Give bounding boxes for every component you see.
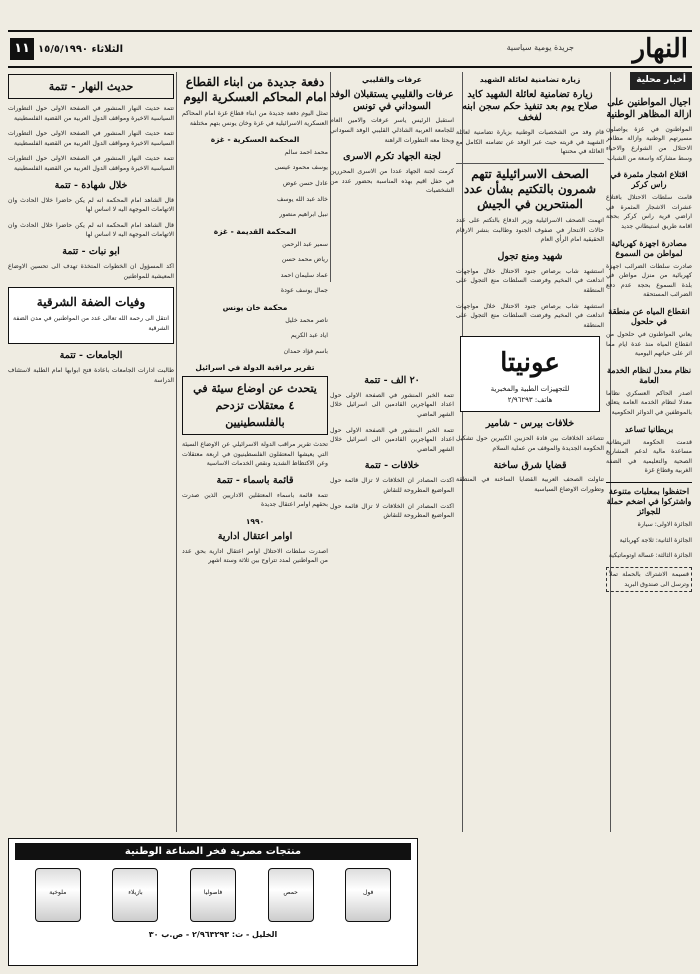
court-name: محمد احمد سالم: [284, 148, 328, 156]
headline: انقطاع المياه عن منطقة في حلحول: [608, 306, 690, 326]
column-courts: [182, 72, 328, 832]
kicker: تقرير مراقبة الدولة في اسرائيل: [195, 363, 315, 373]
ad-subtitle: للتجهيزات الطبية والمخبرية: [490, 384, 570, 393]
headline: نظام معدل لنظام الخدمة العامة: [606, 364, 692, 385]
headline: خلال شهادة - تتمة: [54, 179, 128, 191]
headline: شهيد ومنع تجول: [497, 250, 563, 262]
headline: اقتلاع اشجار مثمرة في راس كركر: [610, 169, 688, 190]
article-text: قال الشاهد امام المحكمة انه لم يكن حاضرا خلال الحادث وان الاتهامات الموجهة اليه لا اساس لها: [8, 196, 174, 214]
ad-footer: الخليل - ت: ٢/٩٦٣٢٩٣ - ص.ب ٣٠: [148, 930, 278, 939]
headline: قائمة باسماء - تتمة: [216, 475, 294, 486]
divider: [456, 163, 604, 164]
court-title: المحكمة العسكرية - غزة: [210, 135, 300, 145]
boxed-headline: يتحدث عن اوضاع سيئة في ٤ معتقلات تزدحم بالفلسطينيين: [182, 376, 328, 435]
article-text: تتمة حديث النهار المنشور في الصفحة الاولى حول التطورات السياسية الاخيرة ومواقف الدول العربية من القضية الفلسطينية: [8, 130, 174, 147]
article-text: اكدت المصادر ان الخلافات لا تزال قائمة حول المواضيع المطروحة للنقاش: [330, 477, 454, 494]
court-name: عادل حسن عوض: [282, 180, 328, 188]
article-text: اصدر الحاكم العسكري نظاما معدلا لنظام الخدمة العامة يتعلق بالموظفين في الدوائر الحكومية: [606, 389, 692, 417]
article-text: اتهمت الصحف الاسرائيلية وزير الدفاع بالتكتم على عدد حالات الانتحار في صفوف الجنود وطالبت بنشر الارقام الحقيقية امام الرأي العام: [456, 217, 604, 244]
article-text: تتمة الخبر المنشور في الصفحة الاولى حول اعداد المهاجرين القادمين الى اسرائيل خلال الشهر الماضي: [330, 391, 454, 418]
article-text: اصدرت سلطات الاحتلال اوامر اعتقال ادارية بحق عدد من المواطنين لمدد تتراوح بين ثلاثة وستة اشهر: [182, 547, 328, 565]
article-text: قام وفد من الشخصيات الوطنية بزيارة تضامنية لعائلة الشهيد في قريته حيث عبر الوفد عن تضامنه الكامل مع العائلة في محنتها: [456, 129, 604, 156]
bottom-advertisement: [8, 838, 418, 966]
article-text: تحدث تقرير مراقب الدولة الاسرائيلي عن الاوضاع السيئة التي يعيشها المعتقلون الفلسطينيون في اربعة معتقلات وعن الاكتظاظ الشديد ونقص الخدمات الاساسية: [182, 441, 328, 468]
product-can: حمص: [268, 868, 314, 922]
headline: ٢٠ الف - تتمة: [364, 374, 420, 386]
product-can: فاصوليا: [190, 868, 236, 922]
section-title: أخبار محلية: [630, 72, 692, 90]
court-name: يوسف محمود عيسى: [274, 164, 328, 172]
court-title: المحكمة القديمة - غزة: [213, 226, 297, 236]
product-row: [9, 864, 417, 926]
court-title: محكمة خان يونس: [222, 302, 288, 312]
column-continuations: [8, 72, 174, 832]
product-can: بازيلاء: [112, 868, 158, 922]
article-text: قدمت الحكومة البريطانية مساعدة مالية لدعم المشاريع الصحية والتعليمية في الضفة الغربية وقطاع غزة: [606, 438, 692, 475]
kicker: زيارة تضامنية لعائلة الشهيد: [479, 75, 581, 84]
product-can: فول: [345, 868, 391, 922]
headline: خلافات - تتمة: [364, 460, 420, 472]
headline: قضايا شرق ساخنة: [493, 459, 567, 471]
obituary-text: انتقل الى رحمة الله تعالى عدد من المواطنين في مدن الضفة الشرقية: [13, 315, 169, 332]
article-text: تتمة حديث النهار المنشور في الصفحة الاولى حول التطورات السياسية الاخيرة ومواقف الدول العربية من القضية الفلسطينية: [8, 155, 174, 173]
court-name: سمير عبد الرحمن: [282, 240, 328, 248]
article-text: قامت سلطات الاحتلال باقتلاع عشرات الاشجار المثمرة في اراضي قرية راس كركر بحجة اقامة طريق استيطاني جديد: [606, 194, 692, 230]
prize-line: الجائزة الثالثة: غسالة اوتوماتيكية: [608, 552, 692, 560]
headline: دفعة جديدة من ابناء القطاع امام المحاكم العسكرية اليوم: [183, 75, 327, 104]
column-news-middle: [330, 72, 454, 832]
prize-line: الجائزة الاولى: سيارة: [637, 521, 692, 529]
article-text: صادرت سلطات الضرائب اجهزة كهربائية من منزل مواطن في بلدة السموع بحجة عدم دفع الضرائب المستحقة: [606, 262, 692, 299]
headline: زيارة تضامنية لعائلة الشهيد كايد صلاح يوم بعد تنفيذ حكم سجن ابنه لفخف: [462, 88, 598, 124]
article-text: اكد المسؤول ان الخطوات المتخذة تهدف الى تحسين الاوضاع المعيشية للمواطنين: [8, 262, 174, 280]
article-text: اكدت المصادر ان الخلافات لا تزال قائمة حول المواضيع المطروحة للنقاش: [330, 502, 454, 520]
article-text: تناولت الصحف العربية القضايا الساخنة في المنطقة وتطورات الاوضاع السياسية: [456, 476, 604, 493]
ad-box: [460, 336, 600, 412]
article-text: طالبت ادارات الجامعات باعادة فتح ابوابها امام الطلبة لاستئناف الدراسة: [8, 367, 174, 384]
column-news: [456, 72, 604, 832]
coupon-notice: قسيمة الاشتراك بالحملة تملأ وترسل الى صندوق البريد: [606, 567, 692, 592]
issue-date: الثلاثاء ١٥/٥/١٩٩٠: [38, 44, 123, 55]
article-text: تتصاعد الخلافات بين قادة الحزبين الكبيرين حول تشكيل الحكومة الجديدة والموقف من عملية السلام: [456, 435, 604, 452]
headline: بريطانيا تساعد: [624, 423, 674, 434]
ad-phone: هاتف: ٢/٩٦٢٩٣: [507, 395, 553, 404]
headline: لجنة الجهاد تكرم الاسرى: [343, 151, 441, 163]
court-name: جمال يوسف عودة: [280, 287, 328, 295]
column-local-news: [606, 72, 692, 832]
column-rule: [176, 72, 177, 832]
boxed-headline: حديث النهار - تتمة: [8, 74, 174, 99]
obituary-box: [8, 287, 174, 344]
ad-banner: منتجات مصرية فخر الصناعة الوطنية: [15, 843, 411, 860]
headline: الجامعات - تتمة: [59, 350, 123, 362]
article-text: تتمة قائمة باسماء المعتقلين الاداريين الذين صدرت بحقهم اوامر اعتقال جديدة: [182, 491, 328, 509]
obituary-title: وفيات الضفة الشرقية: [36, 295, 146, 310]
page-number: ١١: [10, 38, 34, 60]
headline: ابو نبات - تتمة: [62, 246, 120, 258]
article-text: تمثل اليوم دفعة جديدة من ابناء قطاع غزة امام المحاكم العسكرية الاسرائيلية في غزة وخان يونس بتهم مختلفة: [182, 110, 328, 127]
masthead: [8, 30, 692, 68]
headline: الصحف الاسرائيلية تتهم شمرون بالتكتيم بشأن عدد المنتحرين في الجيش: [463, 167, 597, 212]
logo-subtitle: جريدة يومية سياسية: [506, 43, 574, 52]
headline: عرفات والقليبي يستقبلان الوفد السوداني في تونس: [330, 88, 454, 112]
newspaper-logo: النهار: [632, 34, 688, 64]
article-text: تتمة الخبر المنشور في الصفحة الاولى حول اعداد المهاجرين القادمين الى اسرائيل خلال الشهر الماضي: [330, 426, 454, 453]
article-text: كرمت لجنة الجهاد عددا من الاسرى المحررين في حفل اقيم بهذه المناسبة بحضور عدد من الشخصيات: [330, 168, 454, 195]
court-name: باسم فؤاد حمدان: [283, 347, 328, 355]
prize-line: الجائزة الثانية: ثلاجة كهربائية: [619, 536, 692, 544]
promo-headline: احتفظوا بمعلبات متنوعة واشتركوا في اضخم حملة للجوائز: [606, 482, 692, 516]
article-text: تتمة حديث النهار المنشور في الصفحة الاولى حول التطورات السياسية الاخيرة ومواقف الدول العربية من القضية الفلسطينية: [8, 105, 174, 122]
ad-brand: عونيتا: [500, 348, 560, 379]
court-name: خالد عبد الله يوسف: [276, 195, 328, 203]
year-label: ١٩٩٠: [245, 517, 265, 527]
article-text: المواطنون في غزة يواصلون مسيرتهم الوطنية وازالة مظاهر الاحتلال من الشوارع والاحياء وسط مشاركة واسعة من الشباب: [606, 125, 692, 162]
headline: اوامر اعتقال ادارية: [217, 530, 293, 542]
headline: خلافات بيرس - شامير: [485, 418, 575, 430]
article-text: استقبل الرئيس ياسر عرفات والامين العام للجامعة العربية الشاذلي القليبي الوفد السوداني وبحثا معه التطورات الراهنة: [330, 117, 454, 144]
headline: اجيال المواطنين على ازالة المظاهر الوطنية: [606, 96, 692, 120]
court-name: ناصر محمد خليل: [285, 316, 328, 324]
court-name: نبيل ابراهيم منصور: [279, 211, 328, 219]
court-name: عماد سليمان احمد: [280, 271, 328, 279]
article-text: استشهد شاب برصاص جنود الاحتلال خلال مواجهات اندلعت في المخيم وفرضت السلطات منع التجول على المنطقة: [456, 267, 604, 294]
product-can: ملوخية: [35, 868, 81, 922]
kicker: عرفات والقليبي: [362, 75, 422, 84]
court-name: اياد عبد الكريم: [290, 332, 328, 340]
court-name: رياض محمد حسن: [281, 256, 328, 264]
article-text: قال الشاهد امام المحكمة انه لم يكن حاضرا خلال الحادث وان الاتهامات الموجهة اليه لا اساس لها: [8, 221, 174, 239]
article-text: استشهد شاب برصاص جنود الاحتلال خلال مواجهات اندلعت في المخيم وفرضت السلطات منع التجول على المنطقة: [456, 302, 604, 329]
article-text: يعاني المواطنون في حلحول من انقطاع المياه منذ عدة ايام مما اثر على حياتهم اليومية: [606, 331, 692, 358]
headline: مصادرة اجهزة كهربائية لمواطن من السموع: [611, 237, 687, 258]
